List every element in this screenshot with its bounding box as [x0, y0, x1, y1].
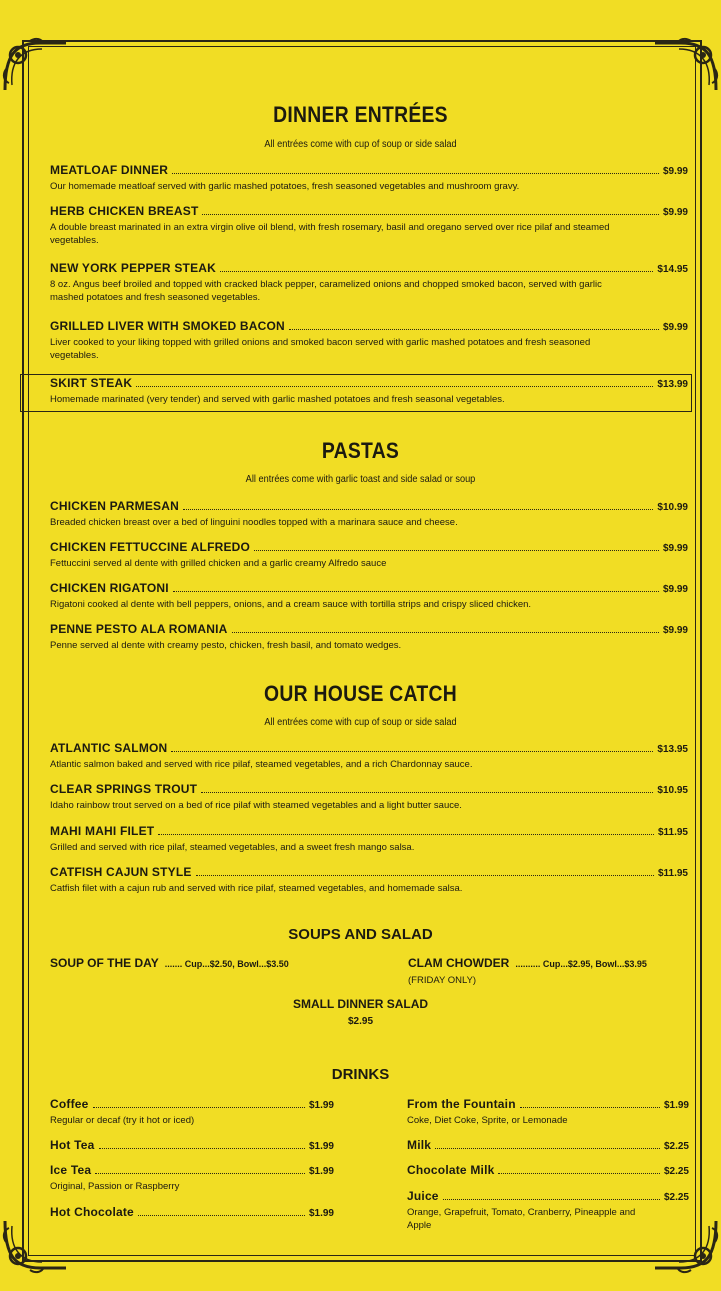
- menu-item: [50, 581, 688, 611]
- menu-item-highlighted: [50, 376, 688, 406]
- item-description: Catfish filet with a cajun rub and served with rice pilaf, steamed vegetables, and homemade salsa.: [50, 883, 463, 894]
- item-price: .......... Cup...$2.95, Bowl...$3.95: [515, 959, 647, 969]
- section-subtitle-pastas: All entrées come with garlic toast and side salad or soup: [245, 474, 476, 485]
- item-price: $9.99: [662, 543, 688, 554]
- menu-item: [50, 824, 688, 854]
- menu-item: [50, 782, 688, 812]
- item-description: Coke, Diet Coke, Sprite, or Lemonade: [407, 1115, 568, 1126]
- item-name: Chocolate Milk: [407, 1163, 495, 1177]
- item-name: Ice Tea: [50, 1163, 92, 1177]
- section-title-dinner: DINNER ENTRÉES: [273, 102, 448, 127]
- item-name: Milk: [407, 1138, 432, 1152]
- drink-item: [50, 1097, 334, 1127]
- item-name: CHICKEN FETTUCCINE ALFREDO: [50, 540, 251, 554]
- item-name: MAHI MAHI FILET: [50, 824, 155, 838]
- small-dinner-salad-price: $2.95: [347, 1016, 374, 1027]
- drink-item: [407, 1163, 689, 1179]
- item-description: Original, Passion or Raspberry: [50, 1181, 180, 1192]
- item-description: Penne served al dente with creamy pesto, chicken, fresh basil, and tomato wedges.: [50, 640, 402, 651]
- item-description: Grilled and served with rice pilaf, steamed vegetables, and a sweet fresh mango salsa.: [50, 842, 415, 853]
- item-description: A double breast marinated in an extra virgin olive oil blend, with fresh rosemary, basil and oregano served over rice pilaf and steamed vegetables.: [50, 222, 610, 246]
- item-name: CATFISH CAJUN STYLE: [50, 865, 192, 879]
- item-price: $11.95: [657, 868, 688, 879]
- menu-item: [50, 865, 688, 895]
- item-name: HERB CHICKEN BREAST: [50, 204, 199, 218]
- item-name: NEW YORK PEPPER STEAK: [50, 261, 217, 275]
- item-name: From the Fountain: [407, 1097, 516, 1111]
- item-name: ATLANTIC SALMON: [50, 741, 168, 755]
- item-description: Our homemade meatloaf served with garlic mashed potatoes, fresh seasoned vegetables and mushroom gravy.: [50, 181, 520, 192]
- menu-item: [50, 163, 688, 193]
- drink-item: [50, 1138, 334, 1154]
- item-description: 8 oz. Angus beef broiled and topped with cracked black pepper, caramelized onions and chopped smoked bacon, served with garlic mashed potatoes and fresh seasoned vegetables.: [50, 279, 602, 303]
- item-price: $10.99: [657, 502, 688, 513]
- small-dinner-salad: SMALL DINNER SALAD: [292, 997, 429, 1011]
- item-price: $1.99: [308, 1100, 334, 1111]
- item-description: Atlantic salmon baked and served with rice pilaf, steamed vegetables, and a rich Chardonnay sauce.: [50, 759, 473, 770]
- item-price: $2.25: [663, 1192, 689, 1203]
- ornament-corner-icon: [651, 35, 721, 95]
- clam-chowder: [408, 956, 647, 970]
- item-price: $9.99: [662, 207, 688, 218]
- item-description: Regular or decaf (try it hot or iced): [50, 1115, 195, 1126]
- item-price: $9.99: [662, 166, 688, 177]
- item-price: $13.95: [657, 744, 688, 755]
- item-price: $1.99: [308, 1208, 334, 1219]
- section-title-catch: OUR HOUSE CATCH: [264, 681, 457, 706]
- item-name: Hot Tea: [50, 1138, 95, 1152]
- item-price: $9.99: [662, 322, 688, 333]
- item-description: Breaded chicken breast over a bed of linguini noodles topped with a marinara sauce and cheese.: [50, 517, 458, 528]
- item-price: $1.99: [308, 1141, 334, 1152]
- item-price: $1.99: [308, 1166, 334, 1177]
- item-price: $13.99: [657, 379, 688, 390]
- item-description: Idaho rainbow trout served on a bed of rice pilaf with steamed vegetables and a light butter sauce.: [50, 800, 462, 811]
- ornament-corner-icon: [0, 1216, 70, 1276]
- drink-item: [50, 1205, 334, 1221]
- item-name: Coffee: [50, 1097, 89, 1111]
- ornament-corner-icon: [0, 35, 70, 95]
- item-name: MEATLOAF DINNER: [50, 163, 169, 177]
- item-name: SKIRT STEAK: [50, 376, 133, 390]
- item-name: GRILLED LIVER WITH SMOKED BACON: [50, 319, 285, 333]
- section-title-pastas: PASTAS: [321, 438, 400, 463]
- item-name: CLEAR SPRINGS TROUT: [50, 782, 198, 796]
- item-price: $2.25: [663, 1141, 689, 1152]
- item-name: Juice: [407, 1189, 439, 1203]
- item-description: Liver cooked to your liking topped with grilled onions and smoked bacon served with garlic mashed potatoes and fresh seasoned vegetables.: [50, 337, 591, 361]
- item-price: $1.99: [663, 1100, 689, 1111]
- item-price: $14.95: [657, 264, 688, 275]
- item-name: CLAM CHOWDER: [408, 956, 510, 970]
- drink-item: [407, 1138, 689, 1154]
- drink-item: [407, 1189, 689, 1232]
- item-description: Homemade marinated (very tender) and served with garlic mashed potatoes and fresh seasonal vegetables.: [50, 394, 505, 405]
- menu-item: [50, 499, 688, 529]
- clam-chowder-note: (FRIDAY ONLY): [408, 975, 477, 986]
- drink-item: [407, 1097, 689, 1127]
- item-price: $9.99: [662, 584, 688, 595]
- section-title-drinks: DRINKS: [331, 1066, 390, 1083]
- item-price: $11.95: [657, 827, 688, 838]
- menu-item: [50, 622, 688, 652]
- item-name: CHICKEN RIGATONI: [50, 581, 169, 595]
- section-subtitle-catch: All entrées come with cup of soup or side salad: [264, 717, 457, 728]
- menu-item: [50, 741, 688, 771]
- item-price: $10.95: [657, 785, 688, 796]
- menu-item: [50, 261, 688, 304]
- item-price: $2.25: [663, 1166, 689, 1177]
- menu-item: [50, 319, 688, 362]
- item-name: Hot Chocolate: [50, 1205, 134, 1219]
- item-name: PENNE PESTO ALA ROMANIA: [50, 622, 228, 636]
- soup-of-the-day: [50, 956, 289, 970]
- item-description: Fettuccini served al dente with grilled chicken and a garlic creamy Alfredo sauce: [50, 558, 387, 569]
- item-description: Rigatoni cooked al dente with bell peppers, onions, and a cream sauce with tortilla strips and crispy sliced chicken.: [50, 599, 532, 610]
- item-price: ....... Cup...$2.50, Bowl...$3.50: [164, 959, 289, 969]
- drink-item: [50, 1163, 334, 1193]
- item-name: CHICKEN PARMESAN: [50, 499, 179, 513]
- section-subtitle-dinner: All entrées come with cup of soup or side salad: [264, 139, 457, 150]
- section-title-soups: SOUPS AND SALAD: [288, 926, 433, 943]
- item-name: SOUP OF THE DAY: [50, 956, 159, 970]
- item-description: Orange, Grapefruit, Tomato, Cranberry, Pineapple and Apple: [407, 1207, 636, 1231]
- menu-item: [50, 540, 688, 570]
- menu-item: [50, 204, 688, 247]
- item-price: $9.99: [662, 625, 688, 636]
